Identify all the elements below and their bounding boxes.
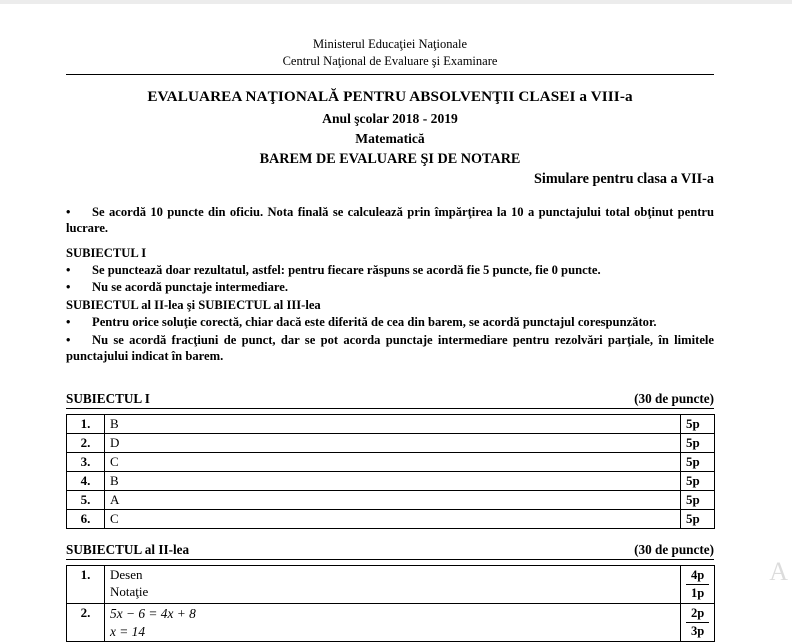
table-row xyxy=(67,415,715,434)
row-points-2: 1p xyxy=(691,586,705,601)
exam-title: EVALUAREA NAŢIONALĂ PENTRU ABSOLVENŢII CLASEI a VIII-a xyxy=(147,88,633,105)
bullet-icon: • xyxy=(66,315,71,330)
bullet-icon: • xyxy=(66,332,71,347)
row-number: 5. xyxy=(67,491,105,510)
row-points-group xyxy=(681,566,715,604)
solution-equation-2: x = 14 xyxy=(110,623,146,639)
instructions-subiectul-2-3-label: SUBIECTUL al II-lea şi SUBIECTUL al III-lea xyxy=(66,297,321,312)
title-block xyxy=(66,88,714,168)
instruction-i-rule-2-text: Nu se acordă punctaje intermediare. xyxy=(92,280,288,295)
instructions-block xyxy=(66,204,714,364)
instruction-i-rule-1-text: Se punctează doar rezultatul, astfel: pentru fiecare răspuns se acordă fie 5 puncte, fie 0 puncte. xyxy=(92,263,601,278)
instructions-subiectul-1-label: SUBIECTUL I xyxy=(66,245,147,260)
instruction-ii-rule-1-text: Pentru orice soluţie corectă, chiar dacă este diferită de cea din barem, se acordă punctajul corespunzător. xyxy=(92,315,657,330)
table-row xyxy=(67,434,715,453)
row-points-1: 2p xyxy=(686,605,709,623)
barem-title: BAREM DE EVALUARE ŞI DE NOTARE xyxy=(259,151,521,167)
bullet-icon: • xyxy=(66,263,71,278)
row-number: 3. xyxy=(67,453,105,472)
table-row xyxy=(67,453,715,472)
row-number: 2. xyxy=(67,434,105,453)
section-heading-subiectul-2 xyxy=(66,542,714,560)
instruction-intro xyxy=(66,204,714,237)
row-points-group xyxy=(681,604,715,642)
instruction-i-rule-2 xyxy=(66,279,714,295)
row-points: 5p xyxy=(681,491,715,510)
row-points: 5p xyxy=(681,453,715,472)
row-points: 5p xyxy=(681,510,715,529)
page-content xyxy=(66,0,714,642)
bullet-icon: • xyxy=(66,205,71,219)
row-answer: A xyxy=(105,491,681,510)
table-row xyxy=(67,566,715,604)
instruction-ii-rule-2-text: Nu se acordă fracţiuni de punct, dar se pot acorda punctaje intermediare pentru rezolvări parţiale, în limitele punctajului indicat în barem. xyxy=(66,332,714,363)
row-answer: C xyxy=(105,510,681,529)
subject-name: Matematică xyxy=(355,131,425,146)
row-answer: B xyxy=(105,415,681,434)
row-answer: D xyxy=(105,434,681,453)
row-points: 5p xyxy=(681,434,715,453)
row-number: 6. xyxy=(67,510,105,529)
table-row xyxy=(67,491,715,510)
section-title-subiectul-1: SUBIECTUL I xyxy=(66,391,150,407)
instruction-i-rule-1 xyxy=(66,262,714,278)
table-row xyxy=(67,604,715,642)
row-points: 5p xyxy=(681,415,715,434)
answers-table-subiectul-2 xyxy=(66,565,715,642)
solution-equation-1: 5x − 6 = 4x + 8 xyxy=(110,606,196,622)
header-divider xyxy=(66,74,714,75)
section-heading-subiectul-1 xyxy=(66,391,714,409)
instruction-ii-rule-1 xyxy=(66,314,714,330)
table-row xyxy=(67,472,715,491)
bullet-icon: • xyxy=(66,280,71,295)
row-solution xyxy=(105,566,681,604)
row-points-2: 3p xyxy=(691,624,705,639)
spacer xyxy=(66,238,714,245)
row-number: 2. xyxy=(67,604,105,642)
row-answer: C xyxy=(105,453,681,472)
school-year: Anul şcolar 2018 - 2019 xyxy=(322,111,458,126)
section-points-subiectul-1: (30 de puncte) xyxy=(634,391,714,407)
corner-watermark: A xyxy=(769,557,788,586)
instruction-intro-text: Se acordă 10 puncte din oficiu. Nota finală se calculează prin împărţirea la 10 a punctajului total obţinut pentru lucrare. xyxy=(66,205,714,236)
row-points-1: 4p xyxy=(686,567,709,585)
row-number: 1. xyxy=(67,415,105,434)
row-number: 1. xyxy=(67,566,105,604)
ministry-line: Ministerul Educaţiei Naţionale xyxy=(312,37,468,51)
institution-header xyxy=(66,0,714,69)
answers-table-subiectul-1 xyxy=(66,414,715,529)
table-row xyxy=(67,510,715,529)
solution-line-2: Notaţie xyxy=(110,584,149,600)
solution-line-1: Desen xyxy=(110,567,143,583)
section-title-subiectul-2: SUBIECTUL al II-lea xyxy=(66,542,190,558)
row-answer: B xyxy=(105,472,681,491)
section-points-subiectul-2: (30 de puncte) xyxy=(634,542,714,558)
row-number: 4. xyxy=(67,472,105,491)
center-line: Centrul Naţional de Evaluare şi Examinare xyxy=(282,53,498,68)
row-solution xyxy=(105,604,681,642)
row-points: 5p xyxy=(681,472,715,491)
simulation-label: Simulare pentru clasa a VII-a xyxy=(534,171,714,187)
instruction-ii-rule-2 xyxy=(66,332,714,365)
